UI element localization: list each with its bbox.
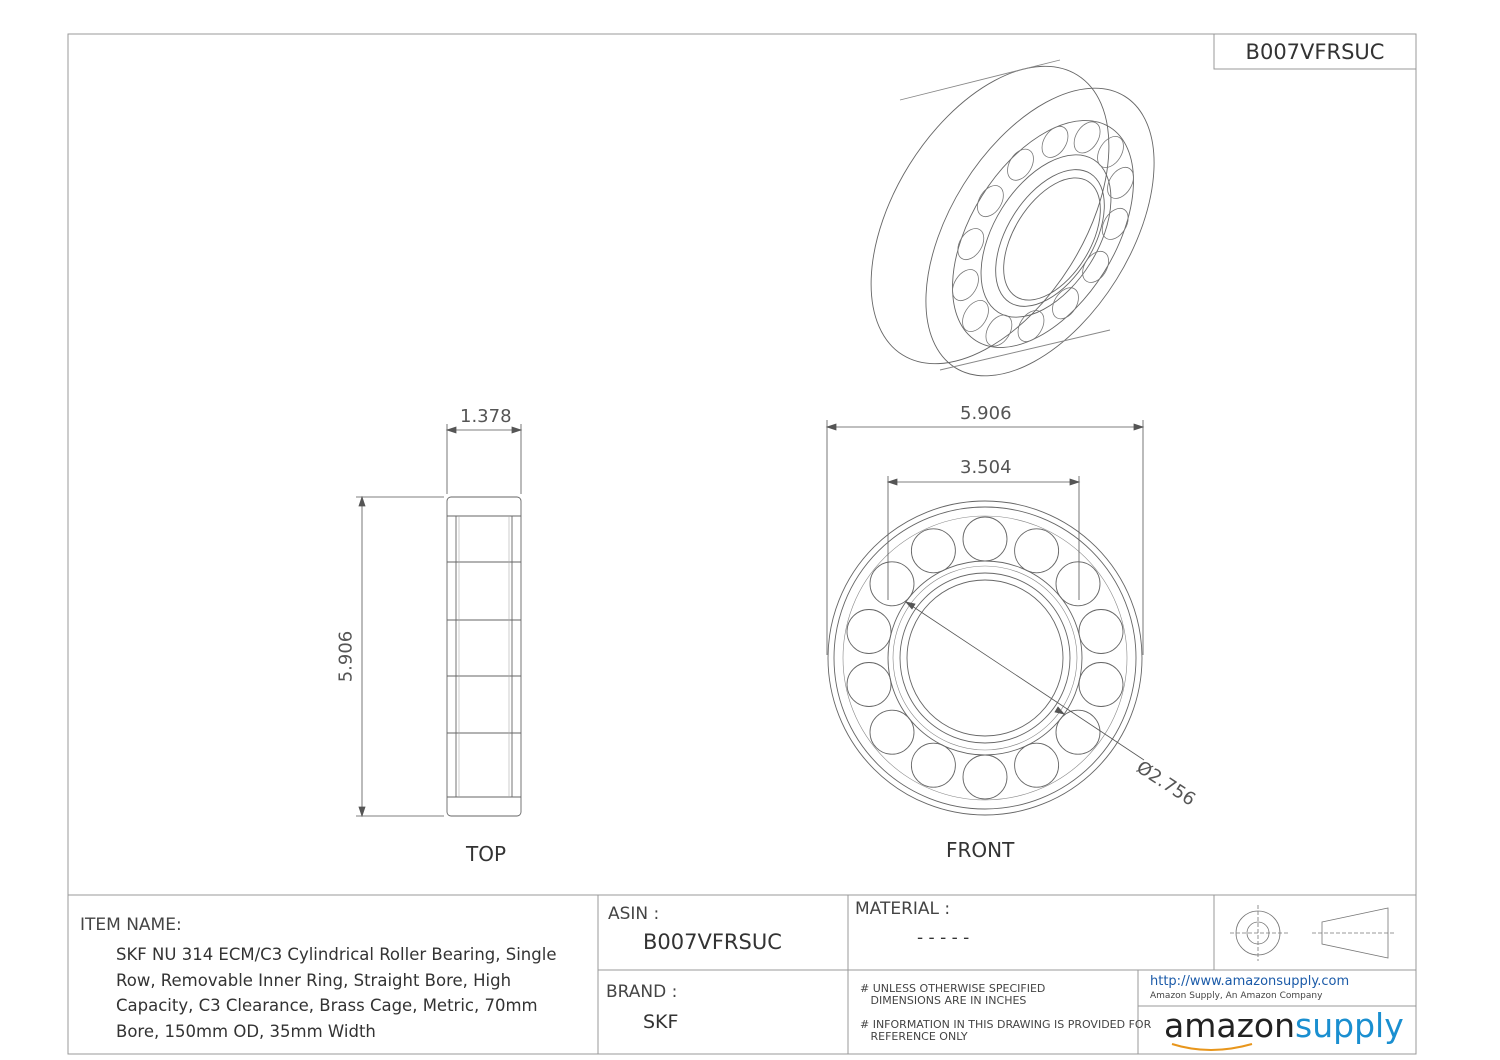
roller xyxy=(963,755,1007,799)
dim-height: 5.906 xyxy=(335,630,357,683)
view-label-top: TOP xyxy=(466,842,507,866)
roller xyxy=(1069,117,1106,157)
note-units: # UNLESS OTHERWISE SPECIFIED DIMENSIONS ARE IN INCHES xyxy=(860,982,1046,1007)
roller xyxy=(1047,283,1084,323)
roller xyxy=(847,663,891,707)
roller xyxy=(911,529,955,573)
roller xyxy=(1056,710,1100,754)
roller xyxy=(1015,743,1059,787)
projection-symbol xyxy=(1230,905,1396,961)
material-label: MATERIAL : xyxy=(855,899,951,919)
roller xyxy=(1013,306,1050,346)
roller xyxy=(1079,663,1123,707)
amazonsupply-logo xyxy=(1164,1006,1404,1046)
company-url[interactable]: http://www.amazonsupply.com xyxy=(1150,974,1350,989)
roller xyxy=(1079,610,1123,654)
dim-outer-diameter: 5.906 xyxy=(960,403,1012,424)
item-name-label: ITEM NAME: xyxy=(80,915,182,935)
material-value: - - - - - xyxy=(917,928,970,948)
top-view xyxy=(447,497,521,816)
dim-roller-pitch: 3.504 xyxy=(960,457,1012,478)
dim-bore: Ø2.756 xyxy=(1132,757,1200,811)
roller xyxy=(1037,122,1074,162)
company-name: Amazon Supply, An Amazon Company xyxy=(1150,991,1323,1001)
isometric-view xyxy=(822,25,1201,416)
roller xyxy=(952,224,989,264)
roller xyxy=(911,743,955,787)
roller xyxy=(1056,562,1100,606)
brand-value: SKF xyxy=(643,1011,679,1033)
dim-width: 1.378 xyxy=(460,406,512,427)
roller xyxy=(870,562,914,606)
roller xyxy=(981,310,1018,350)
roller xyxy=(1015,529,1059,573)
roller xyxy=(1092,132,1129,172)
asin-value: B007VFRSUC xyxy=(643,930,782,954)
roller xyxy=(963,517,1007,561)
roller xyxy=(972,181,1009,221)
logo-amazon-text: amazon xyxy=(1164,1006,1296,1045)
front-view xyxy=(828,501,1142,815)
asin-label: ASIN : xyxy=(608,904,660,924)
note-reference: # INFORMATION IN THIS DRAWING IS PROVIDED FOR REFERENCE ONLY xyxy=(860,1018,1152,1043)
view-label-front: FRONT xyxy=(946,838,1015,862)
part-number-header: B007VFRSUC xyxy=(1245,40,1385,64)
roller xyxy=(847,610,891,654)
roller xyxy=(1002,144,1039,184)
item-name-value: SKF NU 314 ECM/C3 Cylindrical Roller Bearing, Single Row, Removable Inner Ring, Straight Bore, High Capacity, C3 Clearance, Brass Cage, Metric, 70mm Bore, 150mm OD, 35mm Width xyxy=(116,945,557,1041)
roller xyxy=(870,710,914,754)
logo-supply-text: supply xyxy=(1295,1006,1404,1045)
brand-label: BRAND : xyxy=(606,982,678,1002)
